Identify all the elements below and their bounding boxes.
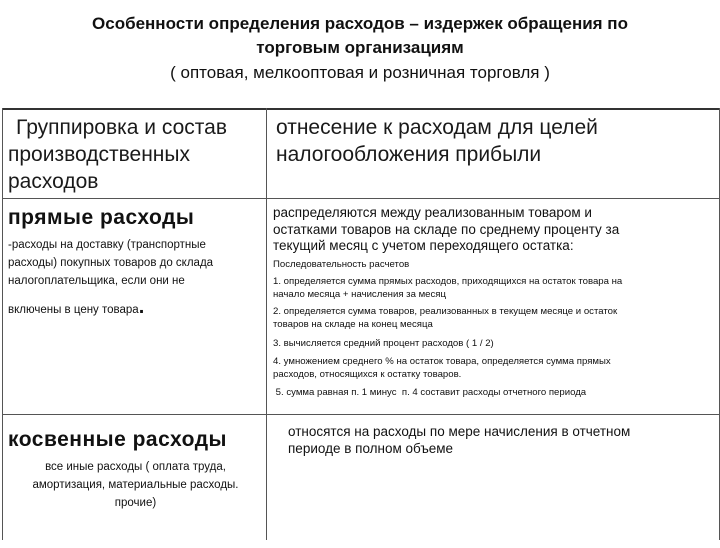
column-divider [266, 108, 267, 540]
calculation-steps [273, 258, 717, 400]
direct-row-bottom-border [2, 414, 720, 415]
direct-left-line-2: расходы) покупных товаров до склада [8, 257, 214, 269]
direct-left-line-3: налогоплательщика, если они не [8, 275, 185, 287]
direct-left-line-1: -расходы на доставку (транспортные [8, 239, 206, 251]
table-top-border [2, 108, 720, 110]
steps-heading: Последовательность расчетов [273, 258, 410, 270]
direct-right-intro [273, 205, 717, 255]
header-right-line-1: отнесение к расходам для целей [276, 116, 598, 139]
header-left-line-1: Группировка и состав [16, 116, 227, 139]
step-4-line-1: 4. умножением среднего % на остаток товара, определяется сумма прямых [273, 355, 611, 367]
title-line-1: Особенности определения расходов – издержек обращения по [92, 14, 628, 33]
header-right-line-2: налогообложения прибыли [276, 143, 542, 166]
direct-intro-line-1: распределяются между реализованным товаром и [273, 205, 592, 220]
step-1-line-1: 1. определяется сумма прямых расходов, приходящихся на остаток товара на [273, 275, 623, 287]
direct-left-line-4: включены в цену товара [8, 304, 139, 316]
indirect-right-line-1: относятся на расходы по мере начисления в отчетном [288, 424, 631, 439]
indirect-left-line-3: прочие) [114, 497, 157, 509]
indirect-expenses-description [8, 458, 263, 512]
step-2-line-2: товаров на складе на конец месяца [273, 319, 433, 331]
header-left-cell [8, 114, 263, 195]
direct-right-cell [273, 205, 717, 399]
title-line-3: ( оптовая, мелкооптовая и розничная торговля ) [170, 63, 550, 82]
header-bottom-border [2, 198, 720, 199]
direct-intro-line-3: текущий месяц с учетом переходящего остатка: [273, 238, 574, 253]
indirect-left-cell [8, 428, 263, 512]
step-1-line-2: начало месяца + начисления за месяц [273, 288, 446, 300]
step-2-line-1: 2. определяется сумма товаров, реализованных в текущем месяце и остаток [273, 306, 618, 318]
indirect-right-line-2: периоде в полном объеме [288, 440, 454, 456]
indirect-right-cell [288, 424, 716, 457]
title-line-2: торговым организациям [256, 38, 464, 57]
expenses-table [2, 108, 720, 548]
direct-expenses-description [8, 236, 263, 319]
indirect-expenses-title: косвенные расходы [8, 428, 227, 451]
header-left-line-3: расходов [8, 170, 99, 193]
header-left-line-2: производственных [8, 143, 190, 166]
step-4-line-2: расходов, относящихся к остатку товаров. [273, 368, 462, 380]
indirect-left-line-1: все иные расходы ( оплата труда, [45, 461, 226, 473]
direct-intro-line-2: остатками товаров на складе по среднему проценту за [273, 221, 620, 237]
step-5: 5. сумма равная п. 1 минус п. 4 составит расходы отчетного периода [273, 387, 587, 399]
header-right-cell [276, 114, 716, 168]
direct-left-cell [8, 206, 263, 319]
step-3: 3. вычисляется средний процент расходов ( 1 / 2) [273, 337, 494, 349]
direct-left-dot: . [138, 296, 145, 318]
direct-expenses-title: прямые расходы [8, 206, 195, 229]
table-left-border [2, 108, 3, 540]
indirect-left-line-2: амортизация, материальные расходы. [32, 479, 239, 491]
